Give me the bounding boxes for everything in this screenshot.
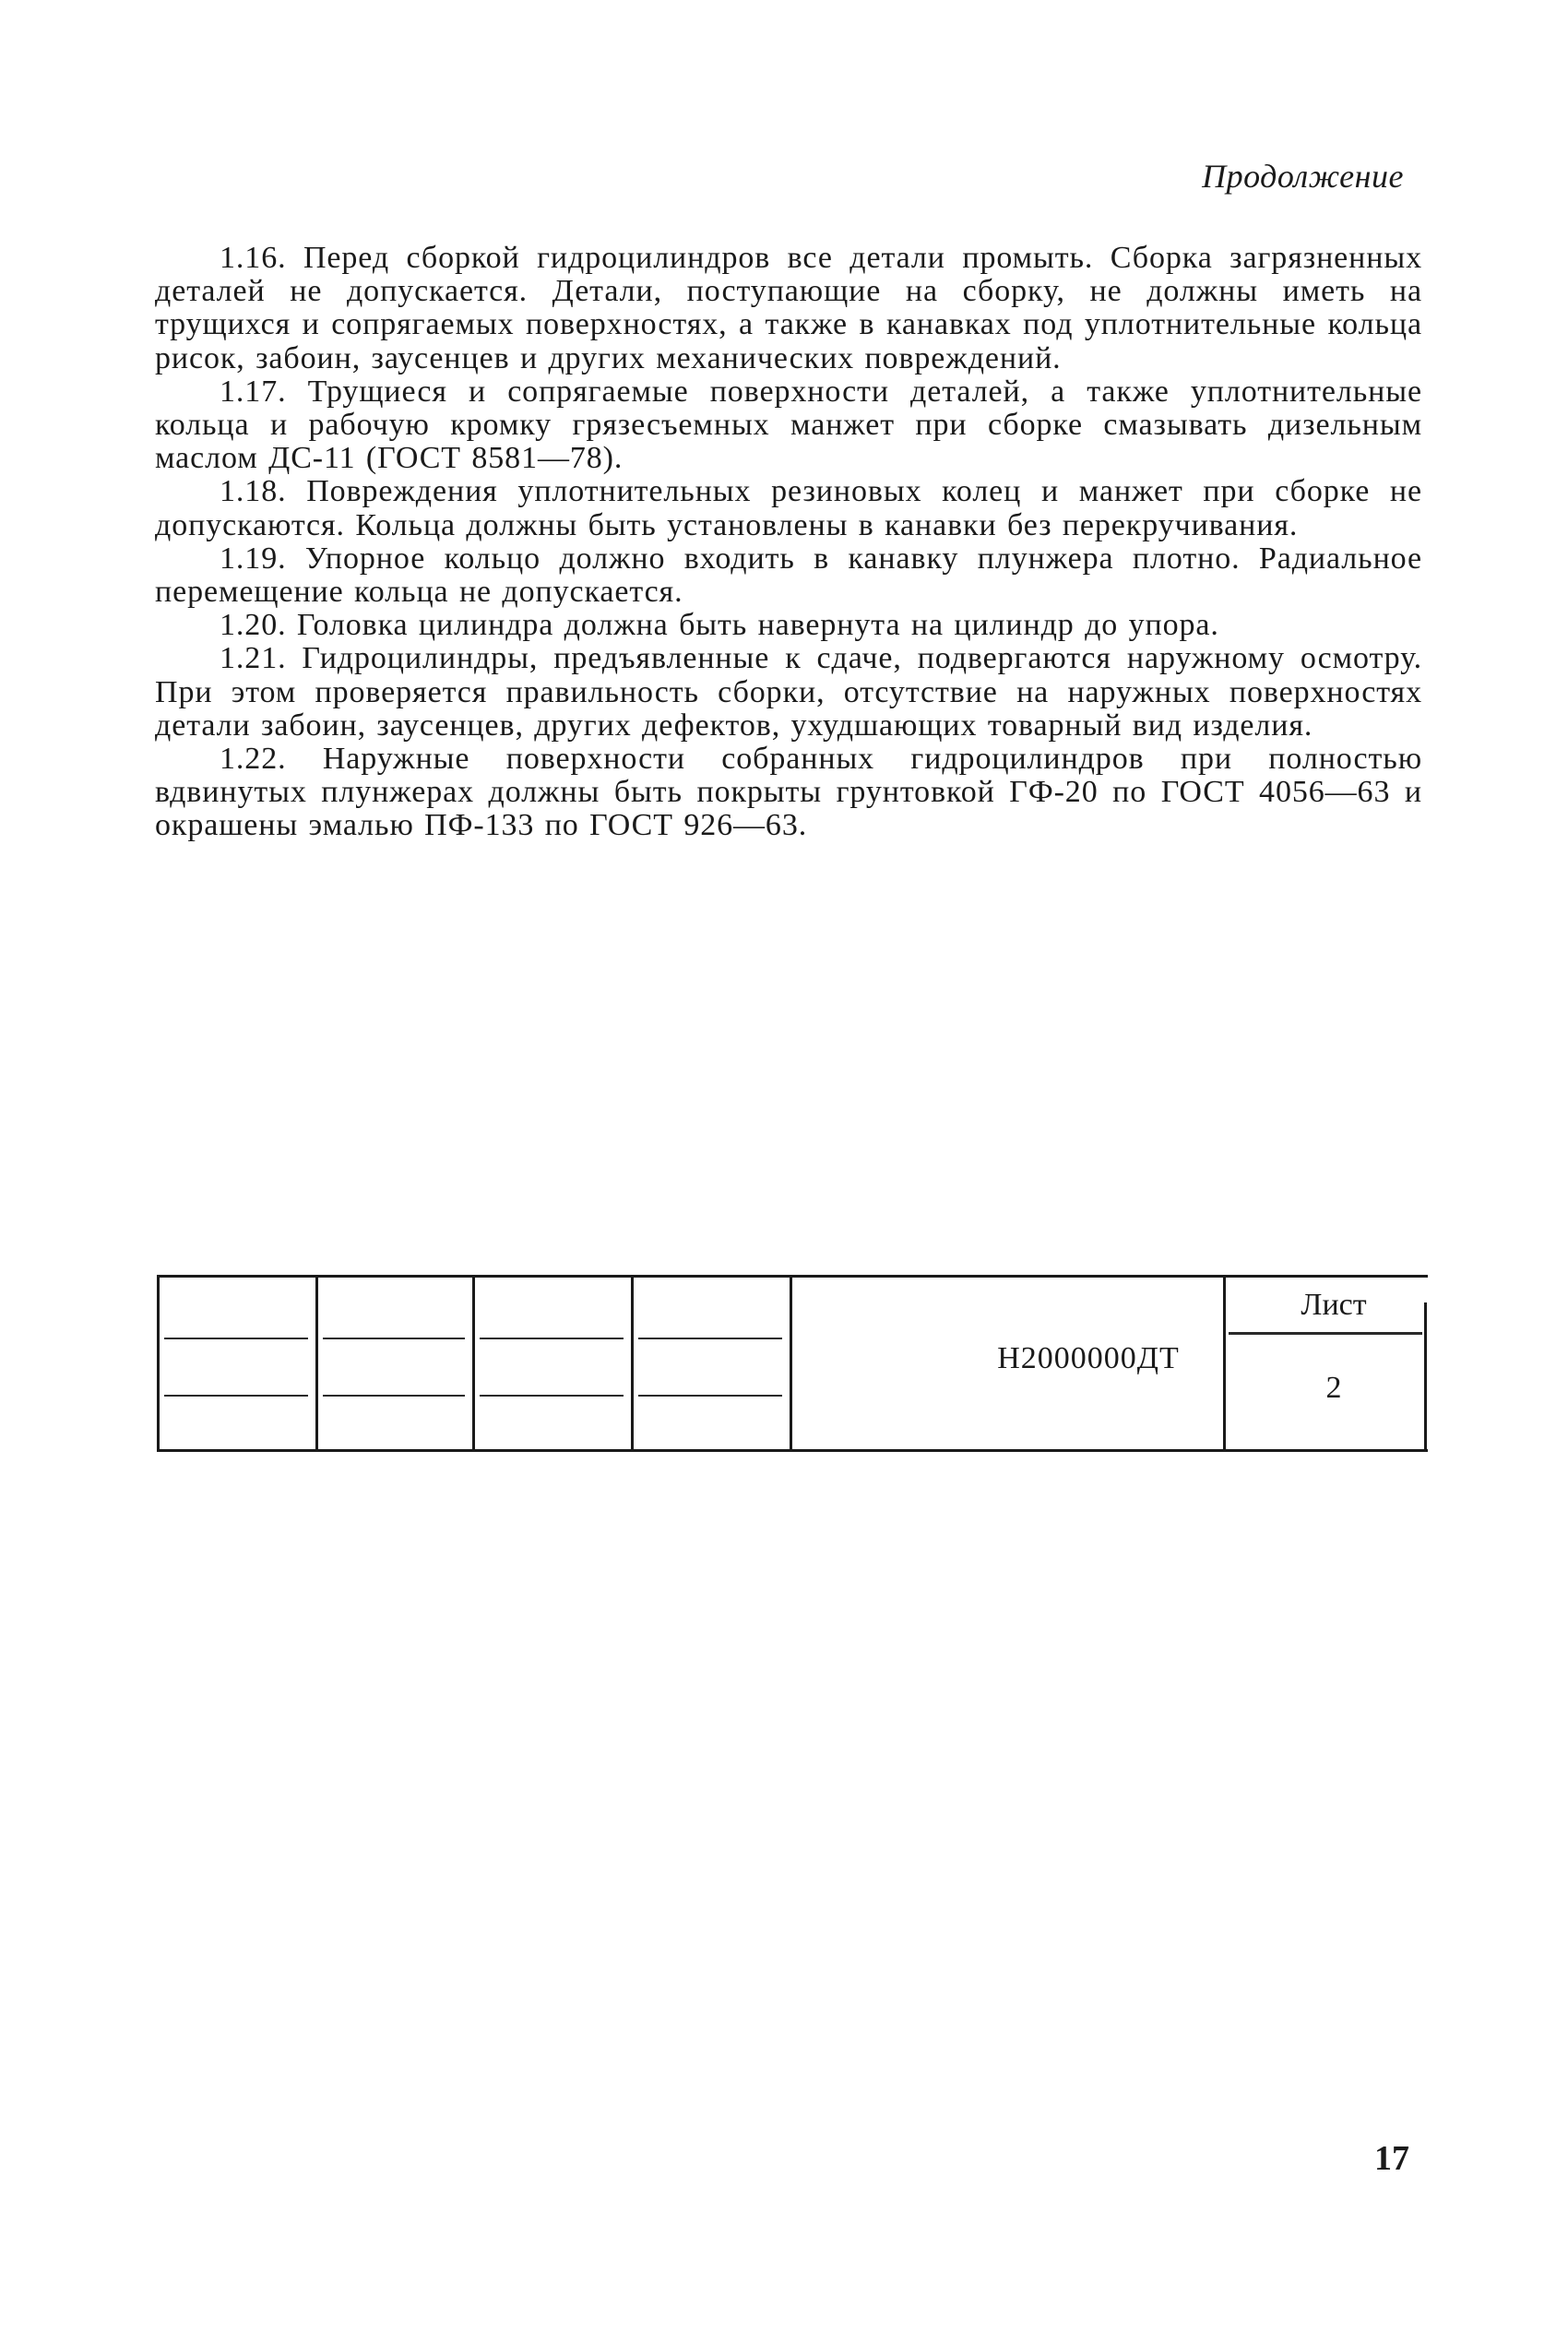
title-block-cell-line <box>164 1395 308 1397</box>
title-block-cell-line <box>480 1395 624 1397</box>
paragraph-1-20: 1.20. Головка цилиндра должна быть навернута на цилиндр до упора. <box>220 608 1219 643</box>
title-block-column-divider <box>315 1275 318 1452</box>
sheet-label: Лист <box>1301 1288 1367 1322</box>
paragraph-1-17: 1.17. Трущиеся и сопрягаемые поверхности деталей, а также уплотнительные кольца и рабочую кромку грязесъемных манжет при сборке смазывать дизельным маслом ДС-11 (ГОСТ 8581—78). <box>155 374 1422 476</box>
body-text <box>155 242 1422 843</box>
paragraph-1-21: 1.21. Гидроцилиндры, предъявленные к сдаче, подвергаются наружному осмотру. При этом проверяется правильность сборки, отсутствие на наружных поверхностях детали забоин, заусенцев, других дефектов, ухудшающих товарный вид изделия. <box>155 641 1422 743</box>
paragraph-1-18: 1.18. Повреждения уплотнительных резиновых колец и манжет при сборке не допускаются. Кольца должны быть установлены в канавки без перекручивания. <box>155 474 1422 542</box>
document-code: Н2000000ДТ <box>997 1341 1180 1375</box>
title-block-column-divider <box>157 1275 160 1452</box>
title-block-cell-line <box>480 1338 624 1339</box>
title-block-column-divider <box>790 1275 792 1452</box>
sheet-number: 2 <box>1325 1371 1342 1405</box>
title-block-cell-line <box>638 1338 782 1339</box>
page-number: 17 <box>1374 2139 1409 2178</box>
continuation-label: Продолжение <box>1202 158 1404 195</box>
title-block <box>157 1275 1428 1452</box>
title-block-column-divider <box>631 1275 634 1452</box>
paragraph-1-16: 1.16. Перед сборкой гидроцилиндров все детали промыть. Сборка загрязненных деталей не допускается. Детали, поступающие на сборку, не должны иметь на трущихся и сопрягаемых поверхностях, а также в канавках под уплотнительные кольца рисок, забоин, заусенцев и других механических повреждений. <box>155 241 1422 375</box>
title-block-column-divider <box>472 1275 475 1452</box>
paragraph-1-19: 1.19. Упорное кольцо должно входить в канавку плунжера плотно. Радиальное перемещение кольца не допускается. <box>155 541 1422 610</box>
title-block-cell-line <box>164 1338 308 1339</box>
title-block-cell-line <box>638 1395 782 1397</box>
title-block-cell-line <box>323 1395 465 1397</box>
paragraph-1-22: 1.22. Наружные поверхности собранных гидроцилиндров при полностью вдвинутых плунжерах должны быть покрыты грунтовкой ГФ-20 по ГОСТ 4056—63 и окрашены эмалью ПФ-133 по ГОСТ 926—63. <box>155 742 1422 843</box>
title-block-top-border <box>157 1275 1428 1278</box>
title-block-bottom-border <box>157 1449 1428 1452</box>
title-block-cell-line <box>323 1338 465 1339</box>
sheet-cell-divider <box>1229 1332 1422 1335</box>
